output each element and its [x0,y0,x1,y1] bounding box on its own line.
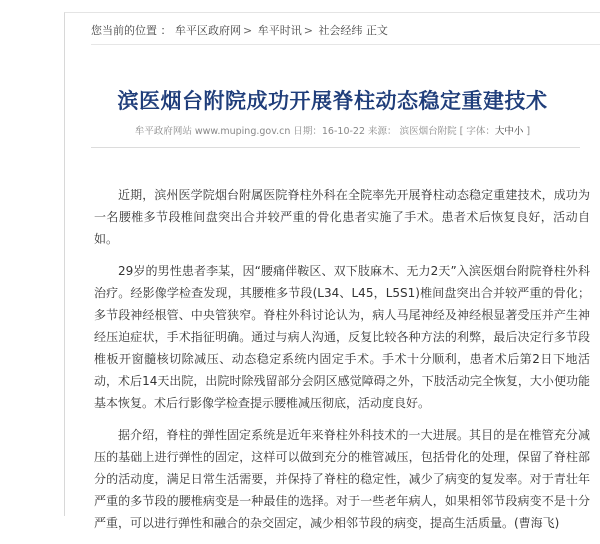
breadcrumb-prefix: 您当前的位置 ： [91,24,172,37]
breadcrumb-link-home[interactable]: 牟平区政府网 [175,24,241,37]
breadcrumb-link-society[interactable]: 社会经纬 [318,24,363,37]
article-meta [65,123,600,137]
article-paragraph: 据介绍，脊柱的弹性固定系统是近年来脊柱外科技术的一大进展。其目的是在椎管充分减压的基础上进行弹性的固定，这样可以做到充分的椎管减压，包括骨化的处理，保留了脊柱部分的活动度，满足日常生活需要，并保持了脊柱的稳定性，减少了病变的复发率。对于青壮年严重的多节段的腰椎病变是一种最佳的选择。对于一些老年病人，如果相邻节段病变不是十分严重，可以进行弹性和融合的杂交固定，减少相邻节段的病变，提高生活质量。(曹海飞) [94,428,590,530]
meta-divider [91,147,580,148]
breadcrumb-divider [91,44,600,45]
article-frame [64,12,600,530]
breadcrumb-current: 正文 [365,24,388,37]
font-size-label: [ 字体： [459,126,495,137]
font-size-end: ] [523,126,531,137]
article-paragraph: 近期，滨州医学院烟台附属医院脊柱外科在全院率先开展脊柱动态稳定重建技术，成功为一名腰椎多节段椎间盘突出合并较严重的骨化患者实施了手术。患者术后恢复良好，活动自如。 [94,188,590,246]
font-size-small-button[interactable]: 小 [513,126,524,137]
font-size-large-button[interactable]: 大 [494,126,505,137]
breadcrumb-separator: > [303,24,313,37]
breadcrumb-link-news[interactable]: 牟平时讯 [257,24,302,37]
meta-source-site: 牟平政府网站 www.muping.gov.cn [134,126,291,137]
article-body [94,184,590,544]
meta-date: 日期：16-10-22 [293,126,366,137]
article-title: 滨医烟台附院成功开展脊柱动态稳定重建技术 [117,89,548,113]
article-paragraph: 29岁的男性患者李某，因“腰痛伴鞍区、双下肢麻木、无力2天”入滨医烟台附院脊柱外科治疗。经影像学检查发现，其腰椎多节段(L34、L45，L5S1)椎间盘突出合并较严重的骨化；多节段神经根管、中央管狭窄。脊柱外科讨论认为，病人马尾神经及神经根显著受压并产生神经压迫症状，手术指征明确。通过与病人沟通，反复比较各种方法的利弊，最后决定行多节段椎板开窗髓核切除减压、动态稳定系统内固定手术。手术十分顺利，患者术后第2日下地活动，术后14天出院，出院时除残留部分会阴区感觉障碍之外，下肢活动完全恢复，大小便功能基本恢复。术后行影像学检查提示腰椎减压彻底，活动度良好。 [94,264,590,410]
breadcrumb [91,22,388,38]
meta-origin: 来源： 滨医烟台附院 [368,126,457,137]
breadcrumb-separator: > [243,24,253,37]
font-size-medium-button[interactable]: 中 [504,126,514,137]
